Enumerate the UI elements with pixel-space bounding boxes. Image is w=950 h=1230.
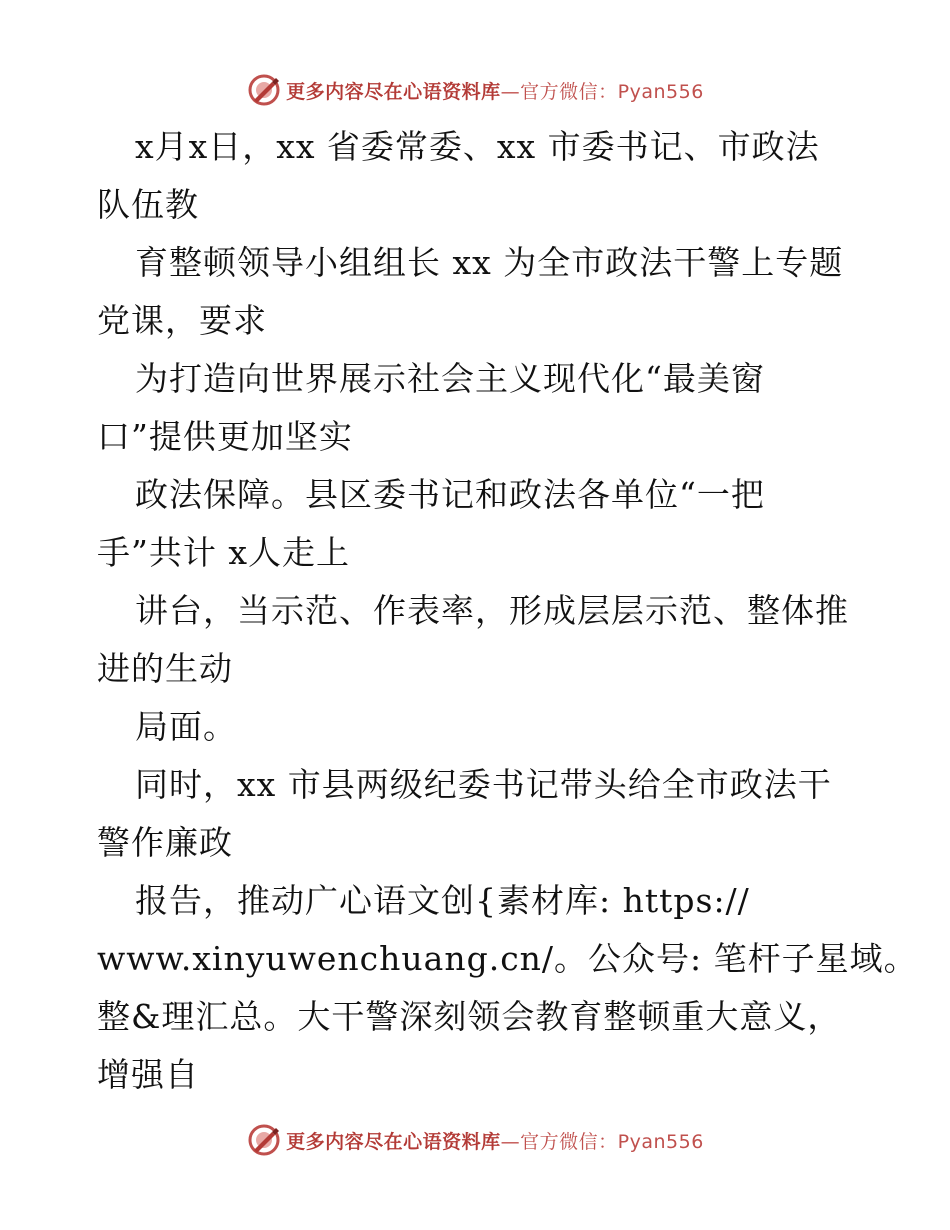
banner-contact: —官方微信：Pyan556 (500, 80, 704, 103)
body-line: 口”提供更加坚实 (97, 417, 353, 456)
body-line: 党课，要求 (97, 301, 267, 340)
body-line: 警作廉政 (97, 823, 233, 862)
body-line: 手”共计 x人走上 (97, 533, 350, 572)
body-line: 育整顿领导小组组长 xx 为全市政法干警上专题 (135, 243, 844, 282)
body-line: x月x日，xx 省委常委、xx 市委书记、市政法 (135, 127, 820, 166)
footer-banner (0, 1120, 950, 1160)
body-line: 进的生动 (97, 649, 233, 688)
header-banner (0, 70, 950, 110)
body-line: 同时，xx 市县两级纪委书记带头给全市政法干 (135, 765, 832, 804)
pen-logo-icon (246, 1122, 282, 1158)
banner-text (286, 77, 704, 104)
banner-contact: —官方微信：Pyan556 (500, 1130, 704, 1153)
banner-brand: 更多内容尽在心语资料库 (286, 1130, 501, 1153)
body-line: 队伍教 (97, 185, 199, 224)
pen-logo-icon (246, 72, 282, 108)
body-line: 讲台，当示范、作表率，形成层层示范、整体推 (135, 591, 849, 630)
document-body (97, 118, 918, 1104)
body-line: 报告，推动广心语文创{素材库: https:// (135, 881, 750, 920)
body-line: www.xinyuwenchuang.cn/。公众号: 笔杆子星域。 (97, 939, 918, 978)
banner-brand: 更多内容尽在心语资料库 (286, 80, 501, 103)
body-line: 整&理汇总。大干警深刻领会教育整顿重大意义， (97, 997, 842, 1036)
banner-text (286, 1127, 704, 1154)
body-line: 局面。 (135, 707, 237, 746)
body-line: 增强自 (97, 1055, 199, 1094)
body-line: 政法保障。县区委书记和政法各单位“一把 (135, 475, 765, 514)
body-line: 为打造向世界展示社会主义现代化“最美窗 (135, 359, 765, 398)
